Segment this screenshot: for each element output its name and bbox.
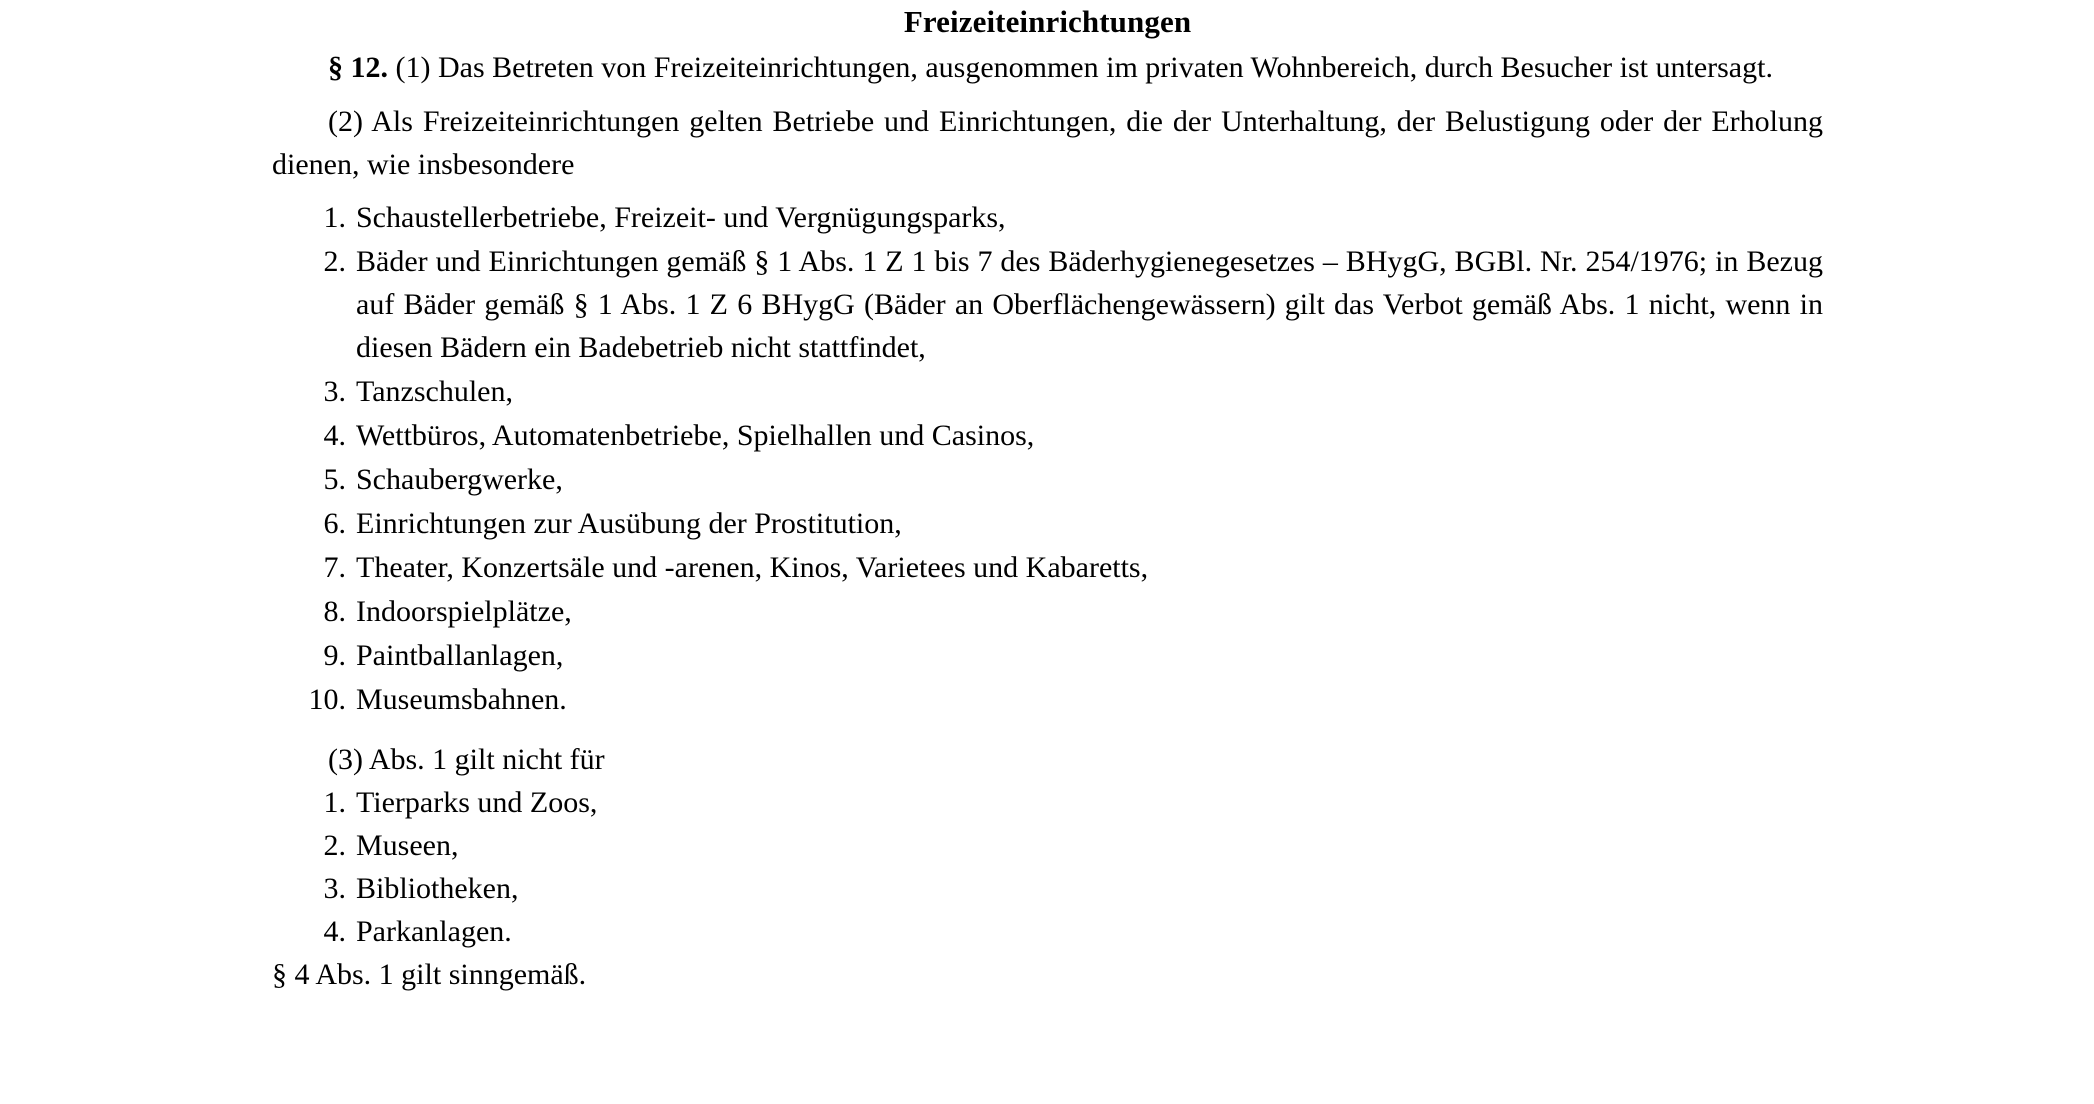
list-item-number: 9.	[323, 639, 346, 672]
list-item-label: Bäder und Einrichtungen gemäß § 1 Abs. 1 Z 1 bis 7 des Bäderhygienegesetzes – BHygG, BGBl. Nr. 254/1976; in Bezug auf Bäder gemäß § 1 Abs. 1 Z 6 BHygG (Bäder an Oberflächengewässern) gilt das Verbot gemäß Abs. 1 nicht, wenn in diesen Bädern ein Badebetrieb nicht stattfindet,	[356, 245, 1823, 364]
list-item-number: 1.	[323, 786, 346, 819]
closing-sentence: § 4 Abs. 1 gilt sinngemäß.	[272, 958, 587, 991]
list-item-label: Tanzschulen,	[356, 375, 514, 408]
list-item	[272, 458, 1823, 501]
paragraph-abs-3-body: Abs. 1 gilt nicht für	[368, 743, 605, 776]
list-abs-2	[272, 196, 1823, 721]
list-item-number: 8.	[323, 595, 346, 628]
paragraph-abs-1-marker	[388, 51, 396, 84]
list-item	[272, 590, 1823, 633]
list-item-number: 2.	[323, 829, 346, 862]
list-item-label: Bibliotheken,	[356, 872, 519, 905]
section-number: § 12.	[328, 51, 388, 84]
list-item-number: 2.	[323, 245, 346, 278]
paragraph-abs-2-marker: (2)	[328, 105, 363, 138]
list-item	[272, 678, 1823, 721]
list-item-label: Tierparks und Zoos,	[356, 786, 598, 819]
paragraph-abs-3	[272, 738, 1823, 781]
list-item-number: 5.	[323, 463, 346, 496]
list-item	[272, 634, 1823, 677]
list-abs-3	[272, 781, 1823, 953]
list-item-number: 4.	[323, 915, 346, 948]
list-item	[272, 196, 1823, 239]
list-item-label: Museumsbahnen.	[356, 683, 567, 716]
list-item-number: 4.	[323, 419, 346, 452]
paragraph-abs-2-body: Als Freizeiteinrichtungen gelten Betriebe und Einrichtungen, die der Unterhaltung, der Belustigung oder der Erholung dienen, wie insbesondere	[272, 105, 1823, 181]
paragraph-abs-1-marker-text: (1)	[395, 51, 431, 84]
list-item	[272, 240, 1823, 369]
list-item	[272, 867, 1823, 910]
paragraph-abs-2	[272, 100, 1823, 186]
list-item-number: 6.	[323, 507, 346, 540]
list-item-label: Indoorspielplätze,	[356, 595, 572, 628]
list-item-label: Schaubergwerke,	[356, 463, 563, 496]
list-item-label: Paintballanlagen,	[356, 639, 564, 672]
page-title: Freizeiteinrichtungen	[903, 4, 1192, 39]
spacer	[272, 721, 1823, 738]
list-item-number: 3.	[323, 872, 346, 905]
list-item-label: Theater, Konzertsäle und -arenen, Kinos, Varietees und Kabaretts,	[356, 551, 1149, 584]
spacer	[272, 186, 1823, 195]
paragraph-abs-3-marker: (3)	[328, 743, 363, 776]
list-item	[272, 910, 1823, 953]
list-item-number: 3.	[323, 375, 346, 408]
document-text-column	[272, 0, 1823, 996]
list-item-label: Parkanlagen.	[356, 915, 512, 948]
list-item	[272, 370, 1823, 413]
list-item-label: Museen,	[356, 829, 459, 862]
list-item-label: Einrichtungen zur Ausübung der Prostitution,	[356, 507, 902, 540]
list-item-number: 7.	[323, 551, 346, 584]
list-item-number: 10.	[308, 683, 346, 716]
list-item	[272, 546, 1823, 589]
list-item	[272, 414, 1823, 457]
list-item-label: Schaustellerbetriebe, Freizeit- und Vergnügungsparks,	[356, 201, 1006, 234]
paragraph-abs-1-body: Das Betreten von Freizeiteinrichtungen, ausgenommen im privaten Wohnbereich, durch Besucher ist untersagt.	[437, 51, 1773, 84]
list-item-number: 1.	[323, 201, 346, 234]
paragraph-abs-1	[272, 46, 1823, 89]
list-item	[272, 502, 1823, 545]
list-item	[272, 824, 1823, 867]
list-item	[272, 781, 1823, 824]
list-item-label: Wettbüros, Automatenbetriebe, Spielhallen und Casinos,	[356, 419, 1035, 452]
